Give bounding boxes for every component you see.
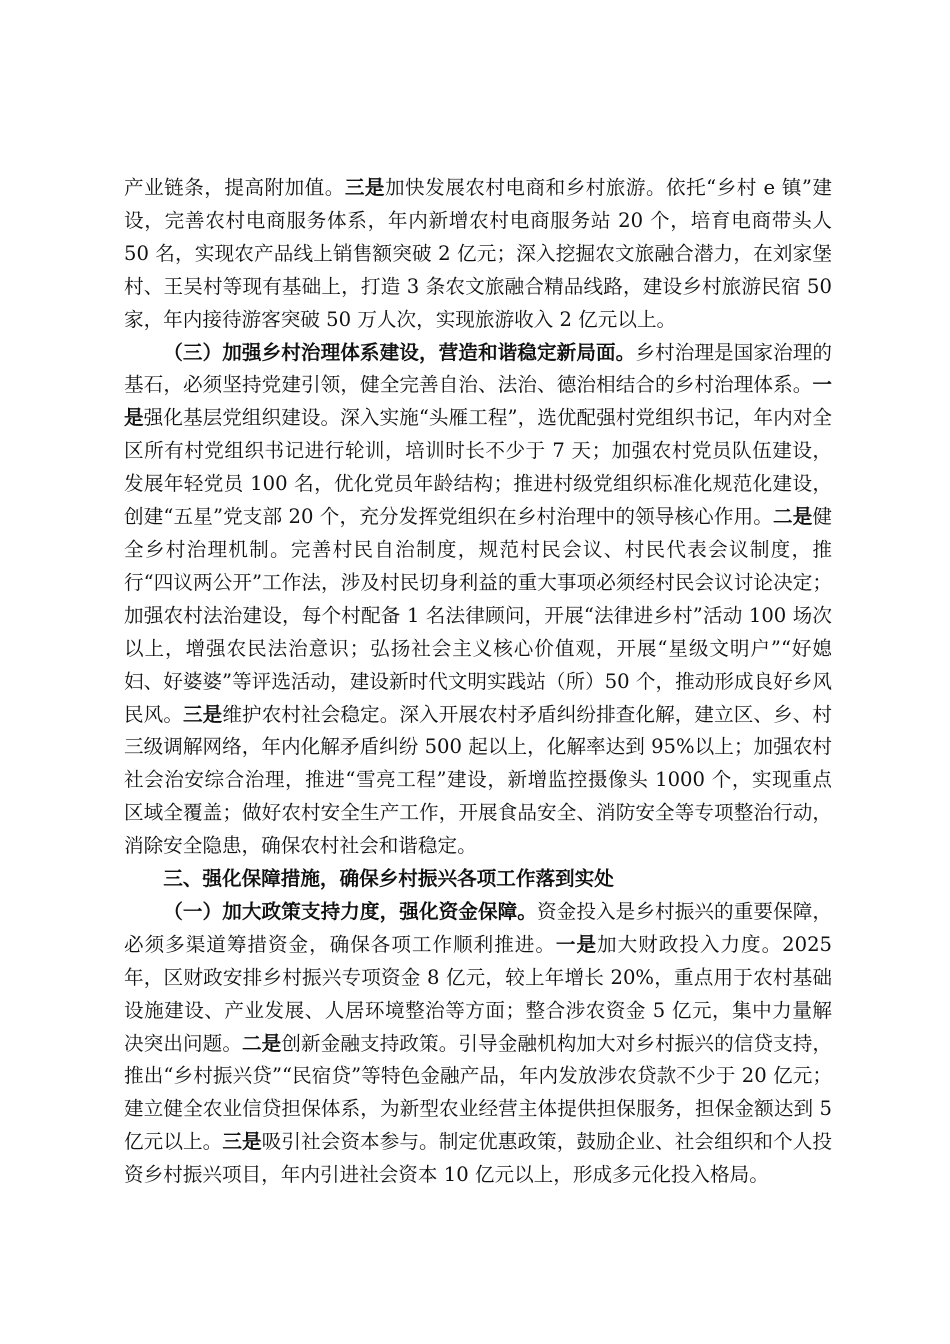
section-heading-safeguard-measures <box>124 863 832 896</box>
bold-text-segment: 三是 <box>344 176 385 199</box>
paragraph-funding-support <box>124 896 832 1192</box>
text-segment: 维护农村社会稳定。深入开展农村矛盾纠纷排查化解，建立区、乡、村三级调解网络，年内化解矛盾纠纷 500 起以上，化解率达到 95%以上；加强农村社会治安综合治理，推进“雪亮工程”建设，新增监控摄像头 1000 个，实现重点区域全覆盖；做好农村安全生产工作，开展食品安全、消防安全等专项整治行动，消除安全隐患，确保农村社会和谐稳定。 <box>124 702 833 858</box>
text-segment: 乡村治理是国家治理的基石，必须坚持党建引领，健全完善自治、法治、德治相结合的乡村治理体系。 <box>124 340 833 397</box>
bold-text-segment: 三是 <box>222 1130 262 1154</box>
bold-text-segment: 三、强化保障措施，确保乡村振兴各项工作落到实处 <box>163 867 614 891</box>
paragraph-rural-governance <box>124 337 832 864</box>
text-segment: 吸引社会资本参与。制定优惠政策，鼓励企业、社会组织和个人投资乡村振兴项目，年内引进社会资本 10 亿元以上，形成多元化投入格局。 <box>124 1130 833 1187</box>
text-segment: 强化基层党组织建设。深入实施“头雁工程”，选优配强村党组织书记，年内对全区所有村党组织书记进行轮训，培训时长不少于 7 天；加强农村党员队伍建设，发展年轻党员 100 名，优化党员年龄结构；推进村级党组织标准化规范化建设，创建“五星”党支部 20 个，充分发挥党组织在乡村治理中的领导核心作用。 <box>124 406 832 529</box>
bold-text-segment: 一是 <box>124 373 832 430</box>
bold-text-segment: （三）加强乡村治理体系建设，营造和谐稳定新局面。 <box>163 340 636 364</box>
bold-text-segment: 一是 <box>555 932 598 956</box>
text-segment: 加大财政投入力度。2025 年，区财政安排乡村振兴专项资金 8 亿元，较上年增长 20%，重点用于农村基础设施建设、产业发展、人居环境整治等方面；整合涉农资金 5 亿元，集中力量解决突出问题。 <box>124 932 833 1055</box>
text-segment: 健全乡村治理机制。完善村民自治制度，规范村民会议、村民代表会议制度，推行“四议两公开”工作法，涉及村民切身利益的重大事项必须经村民会议讨论决定；加强农村法治建设，每个村配备 1 名法律顾问，开展“法律进乡村”活动 100 场次以上，增强农民法治意识；弘扬社会主义核心价值观，开展“星级文明户”“好媳妇、好婆婆”等评选活动，建设新时代文明实践站（所）50 个，推动形成良好乡风民风。 <box>124 505 833 726</box>
bold-text-segment: 三是 <box>183 702 223 726</box>
bold-text-segment: （一）加大政策支持力度，强化资金保障。 <box>163 899 537 923</box>
bold-text-segment: 二是 <box>773 505 813 529</box>
text-segment: 创新金融支持政策。引导金融机构加大对乡村振兴的信贷支持，推出“乡村振兴贷”“民宿贷”等特色金融产品，年内发放涉农贷款不少于 20 亿元；建立健全农业信贷担保体系，为新型农业经营主体提供担保服务，担保金额达到 5 亿元以上。 <box>124 1031 833 1154</box>
paragraph-industry-chain <box>124 172 832 337</box>
text-segment: 产业链条，提高附加值。 <box>124 176 345 199</box>
document-page <box>124 172 832 1192</box>
text-segment: 资金投入是乡村振兴的重要保障，必须多渠道筹措资金，确保各项工作顺利推进。 <box>124 899 833 956</box>
bold-text-segment: 二是 <box>242 1031 282 1055</box>
text-segment: 加快发展农村电商和乡村旅游。依托“乡村 e 镇”建设，完善农村电商服务体系，年内新增农村电商服务站 20 个，培育电商带头人 50 名，实现农产品线上销售额突破 2 亿元；深入挖掘农文旅融合潜力，在刘家堡村、王吴村等现有基础上，打造 3 条农文旅融合精品线路，建设乡村旅游民宿 50 家，年内接待游客突破 50 万人次，实现旅游收入 2 亿元以上。 <box>124 176 833 331</box>
